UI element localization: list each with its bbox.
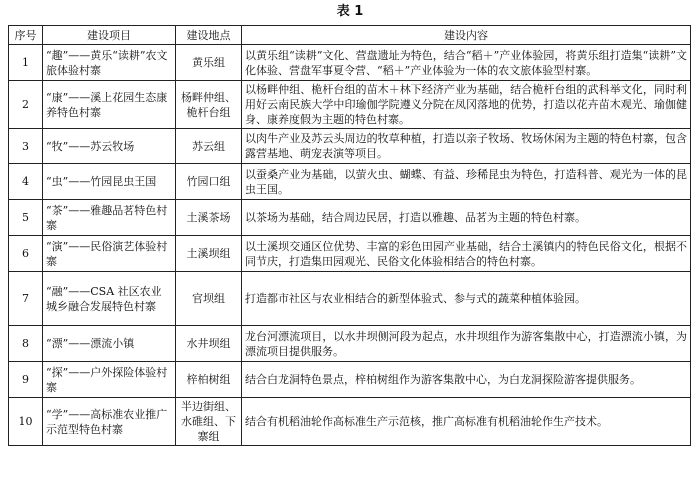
row-no: 9 xyxy=(9,362,43,398)
row-content: 以土溪坝交通区位优势、丰富的彩色田园产业基础，结合土溪镇内的特色民俗文化，根据不同节庆，打造集田园观光、民俗文化体验相结合的特色村寨。 xyxy=(242,236,691,272)
table-row xyxy=(9,272,691,326)
row-content: 结合白龙洞特色景点，梓柏树组作为游客集散中心，为白龙洞探险游客提供服务。 xyxy=(242,362,691,398)
table-row xyxy=(9,236,691,272)
row-no: 7 xyxy=(9,272,43,326)
table-row xyxy=(9,398,691,446)
header-content: 建设内容 xyxy=(242,26,691,45)
table-row xyxy=(9,362,691,398)
row-no: 8 xyxy=(9,326,43,362)
table-header-row xyxy=(9,26,691,45)
header-location: 建设地点 xyxy=(176,26,242,45)
row-project: “探”——户外探险体验村寨 xyxy=(43,362,176,398)
row-location: 杨畔仲组、桅杆台组 xyxy=(176,81,242,129)
row-project: “演”——民俗演艺体验村寨 xyxy=(43,236,176,272)
row-project: “学”——高标准农业推广示范型特色村寨 xyxy=(43,398,176,446)
row-location: 竹园口组 xyxy=(176,164,242,200)
table-row xyxy=(9,164,691,200)
row-location: 土溪坝组 xyxy=(176,236,242,272)
table-row xyxy=(9,81,691,129)
row-no: 4 xyxy=(9,164,43,200)
row-location: 土溪茶场 xyxy=(176,200,242,236)
table-caption: 表 1 xyxy=(336,4,364,19)
table-row xyxy=(9,129,691,164)
row-content: 以肉牛产业及苏云头周边的牧草种植，打造以亲子牧场、牧场休闲为主题的特色村寨，包含露营基地、萌宠表演等项目。 xyxy=(242,129,691,164)
row-content: 以杨畔仲组、桅杆台组的苗木＋林下经济产业为基础，结合桅杆台组的武科举文化，同时利用好云南民族大学中印瑜伽学院遵义分院在凤冈落地的优势，打造以花卉苗木观光、瑜伽健身、康养度假为主题的特色村寨。 xyxy=(242,81,691,129)
row-project: “康”——溪上花园生态康养特色村寨 xyxy=(43,81,176,129)
row-content: 以蚕桑产业为基础，以萤火虫、蝴蝶、有益、珍稀昆虫为特色，打造科普、观光为一体的昆虫王国。 xyxy=(242,164,691,200)
row-content: 龙台河漂流项目，以水井坝侧河段为起点，水井坝组作为游客集散中心，打造漂流小镇，为漂流项目提供服务。 xyxy=(242,326,691,362)
row-no: 3 xyxy=(9,129,43,164)
row-location: 半边街组、水碓组、下寨组 xyxy=(176,398,242,446)
row-content: 以黄乐组“读耕”文化、营盘遗址为特色，结合“稻＋”产业体验园，将黄乐组打造集“读耕”文化体验、营盘军事夏令营、“稻＋”产业体验为一体的农文旅体验型村寨。 xyxy=(242,45,691,81)
row-location: 梓柏树组 xyxy=(176,362,242,398)
row-no: 10 xyxy=(9,398,43,446)
row-no: 1 xyxy=(9,45,43,81)
header-project: 建设项目 xyxy=(43,26,176,45)
row-location: 官坝组 xyxy=(176,272,242,326)
row-project: “漂”——漂流小镇 xyxy=(43,326,176,362)
row-no: 6 xyxy=(9,236,43,272)
row-project: “趣”——黄乐“读耕”农文旅体验村寨 xyxy=(43,45,176,81)
row-project: “牧”——苏云牧场 xyxy=(43,129,176,164)
row-content: 打造都市社区与农业相结合的新型体验式、参与式的蔬菜种植体验园。 xyxy=(242,272,691,326)
header-no: 序号 xyxy=(9,26,43,45)
table-row xyxy=(9,200,691,236)
row-location: 黄乐组 xyxy=(176,45,242,81)
table-row xyxy=(9,326,691,362)
row-content: 结合有机稻油轮作高标准生产示范核，推广高标准有机稻油轮作生产技术。 xyxy=(242,398,691,446)
row-project: “茶”——雅趣品茗特色村寨 xyxy=(43,200,176,236)
row-location: 苏云组 xyxy=(176,129,242,164)
table-row xyxy=(9,45,691,81)
row-content: 以茶场为基础，结合周边民居，打造以雅趣、品茗为主题的特色村寨。 xyxy=(242,200,691,236)
row-no: 5 xyxy=(9,200,43,236)
row-no: 2 xyxy=(9,81,43,129)
row-location: 水井坝组 xyxy=(176,326,242,362)
row-project: “虫”——竹园昆虫王国 xyxy=(43,164,176,200)
project-table xyxy=(8,25,691,446)
row-project: “融”——CSA 社区农业城乡融合发展特色村寨 xyxy=(43,272,176,326)
